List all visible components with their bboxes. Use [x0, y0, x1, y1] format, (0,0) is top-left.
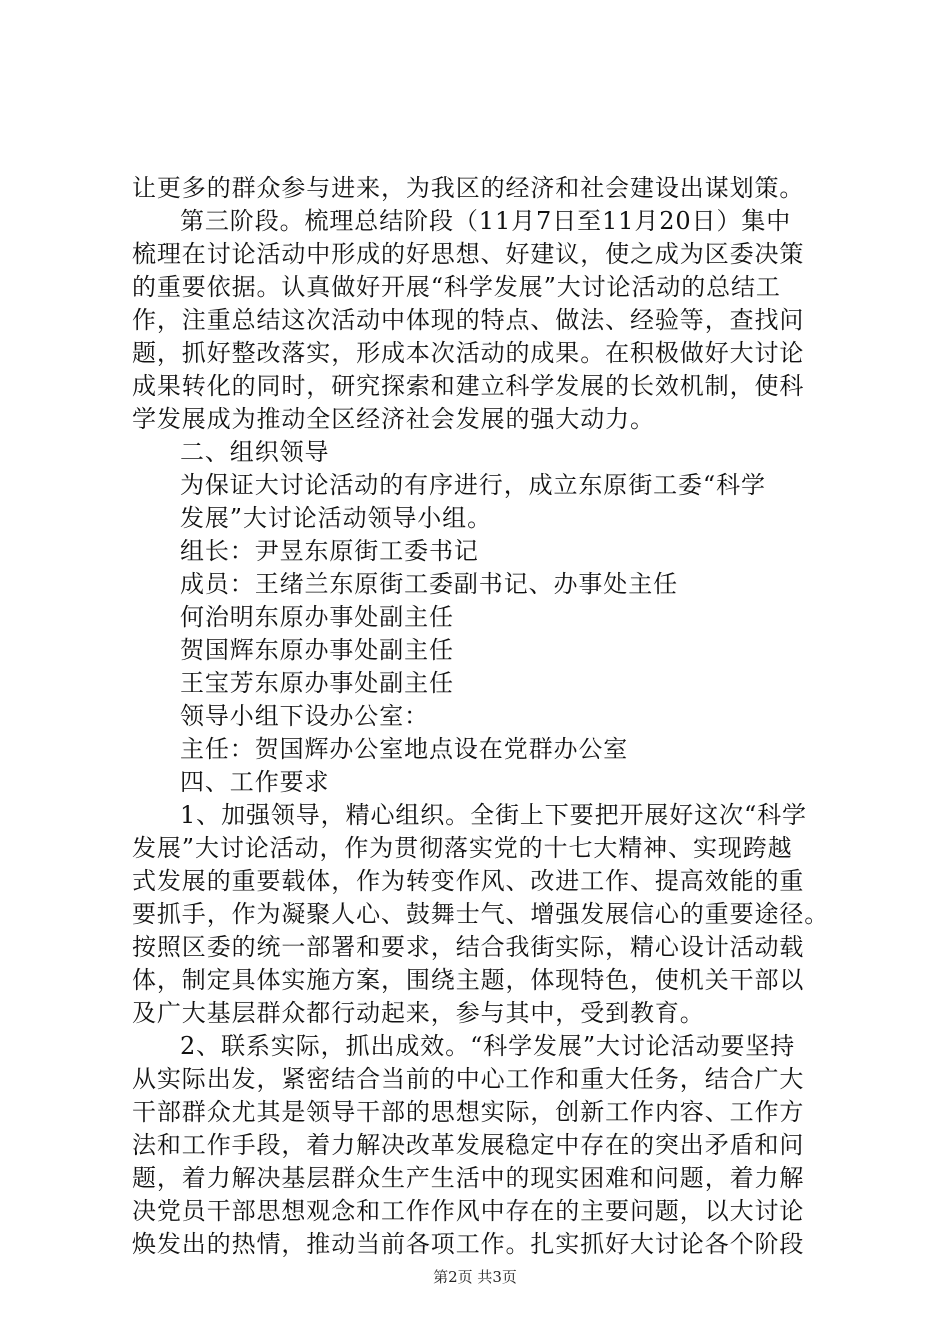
text-line: 题，着力解决基层群众生产生活中的现实困难和问题，着力解 [132, 1164, 805, 1192]
text-line: 的重要依据。认真做好开展“科学发展”大讨论活动的总结工 [132, 273, 781, 301]
text-line: 作，注重总结这次活动中体现的特点、做法、经验等，查找问 [132, 306, 805, 334]
section-heading-organization: 二、组织领导 [180, 438, 330, 466]
team-member-line: 贺国辉东原办事处副主任 [180, 636, 454, 664]
office-director-line: 主任：贺国辉办公室地点设在党群办公室 [180, 735, 629, 763]
paragraph-requirement-two: 2、联系实际，抓出成效。“科学发展”大讨论活动要坚持 [180, 1032, 796, 1060]
text-line: 从实际出发，紧密结合当前的中心工作和重大任务，结合广大 [132, 1065, 805, 1093]
text-line: 按照区委的统一部署和要求，结合我街实际，精心设计活动载 [132, 933, 805, 961]
paragraph-stage-three: 第三阶段。梳理总结阶段（11月7日至11月20日）集中 [180, 207, 792, 235]
text-line: 及广大基层群众都行动起来，参与其中，受到教育。 [132, 999, 705, 1027]
text-line: 领导小组下设办公室： [180, 702, 429, 730]
text-line: 干部群众尤其是领导干部的思想实际，创新工作内容、工作方 [132, 1098, 805, 1126]
text-line: 为保证大讨论活动的有序进行，成立东原街工委“科学 [180, 471, 766, 499]
text-line: 成果转化的同时，研究探索和建立科学发展的长效机制，使科 [132, 372, 805, 400]
text-line: 发展”大讨论活动领导小组。 [180, 504, 492, 532]
paragraph-requirement-one: 1、加强领导，精心组织。全街上下要把开展好这次“科学 [180, 801, 807, 829]
text-line: 体，制定具体实施方案，围绕主题，体现特色，使机关干部以 [132, 966, 805, 994]
team-member-line: 何治明东原办事处副主任 [180, 603, 454, 631]
text-line: 题，抓好整改落实，形成本次活动的成果。在积极做好大讨论 [132, 339, 805, 367]
text-line: 学发展成为推动全区经济社会发展的强大动力。 [132, 405, 655, 433]
text-line: 要抓手，作为凝聚人心、鼓舞士气、增强发展信心的重要途径。 [132, 900, 830, 928]
section-heading-requirements: 四、工作要求 [180, 768, 330, 796]
page-number-footer: 第2页 共3页 [433, 1268, 517, 1286]
team-member-line: 王宝芳东原办事处副主任 [180, 669, 454, 697]
text-line: 法和工作手段，着力解决改革发展稳定中存在的突出矛盾和问 [132, 1131, 805, 1159]
team-member-line: 成员：王绪兰东原街工委副书记、办事处主任 [180, 570, 678, 598]
text-line: 让更多的群众参与进来，为我区的经济和社会建设出谋划策。 [132, 174, 805, 202]
text-line: 焕发出的热情，推动当前各项工作。扎实抓好大讨论各个阶段 [132, 1230, 805, 1258]
text-line: 梳理在讨论活动中形成的好思想、好建议，使之成为区委决策 [132, 240, 805, 268]
text-line: 发展”大讨论活动，作为贯彻落实党的十七大精神、实现跨越 [132, 834, 793, 862]
text-line: 式发展的重要载体，作为转变作风、改进工作、提高效能的重 [132, 867, 805, 895]
team-leader-line: 组长：尹昱东原街工委书记 [180, 537, 479, 565]
text-line: 决党员干部思想观念和工作作风中存在的主要问题，以大讨论 [132, 1197, 805, 1225]
